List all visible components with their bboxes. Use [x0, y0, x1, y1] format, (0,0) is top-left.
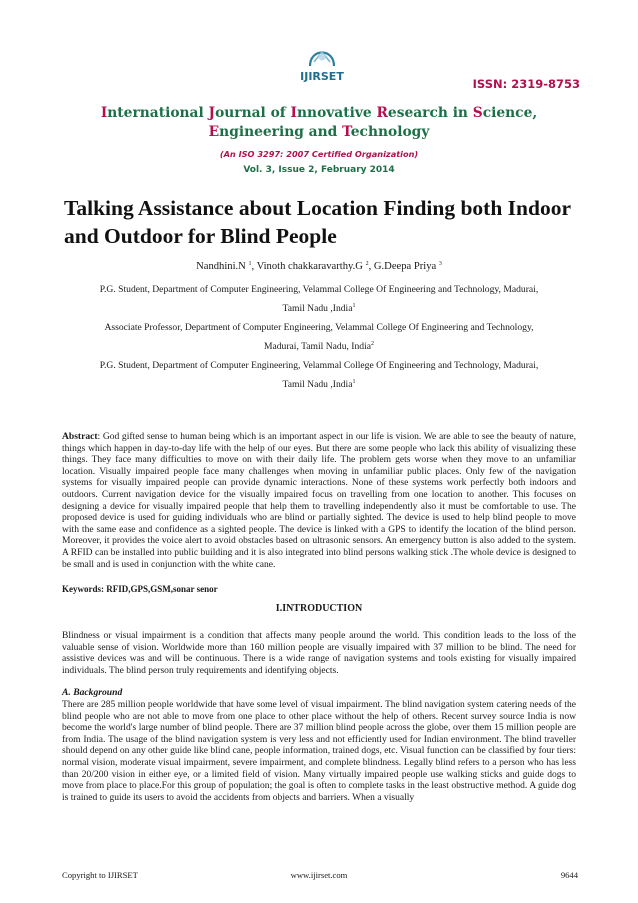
- affiliation-location: Madurai, Tamil Nadu, India$^2$: [263, 341, 375, 352]
- journal-name-word: ournal of: [215, 105, 291, 121]
- author-superscript: 3: [438, 261, 442, 267]
- author-name: G.Deepa Priya: [373, 261, 439, 272]
- paper-title: Talking Assistance about Location Finding both Indoor and Outdoor for Blind People: [64, 196, 571, 248]
- journal-name-capital: R: [376, 105, 388, 121]
- author-superscript: 2: [365, 261, 369, 267]
- journal-name-capital: I: [290, 105, 298, 121]
- journal-name-capital: E: [208, 124, 220, 140]
- author-name: Vinoth chakkaravarthy.G: [256, 261, 366, 272]
- journal-name-capital: S: [472, 105, 483, 121]
- abstract-label: Abstract: [62, 431, 98, 442]
- affiliation-superscript: 1: [352, 379, 356, 385]
- keywords-label: Keywords: [62, 584, 101, 594]
- journal-name-word: ngineering and: [219, 124, 343, 140]
- subsection-heading: A. Background: [62, 687, 123, 698]
- affiliation-location: Tamil Nadu ,India$^1$: [282, 303, 356, 314]
- journal-name-line2: [60, 123, 578, 142]
- journal-name-word: cience,: [482, 105, 538, 121]
- author-name: Nandhini.N: [196, 261, 249, 272]
- affiliation-location: Tamil Nadu ,India$^1$: [282, 379, 356, 390]
- abstract: [62, 431, 576, 570]
- affiliation-line: P.G. Student, Department of Computer Engineering, Velammal College Of Engineering and Technology, Madurai,: [99, 284, 539, 295]
- keywords: [62, 584, 576, 594]
- journal-name-capital: J: [208, 105, 216, 121]
- logo-text: IJIRSET: [300, 70, 344, 83]
- footer-copyright: Copyright to IJIRSET: [62, 870, 138, 880]
- journal-name-line1: [60, 104, 578, 123]
- issn-label: ISSN: 2319-8753: [472, 77, 580, 91]
- journal-name-capital: I: [100, 105, 108, 121]
- background-paragraph: There are 285 million people worldwide that have some level of visual impairment. The blind navigation system catering needs of the blind people who are not able to move from one place to other place without the help of others. Recent survey source India is now become the world's large number of blind people. There are 37 million blind people across the globe, over them 15 million people are from India. The usage of the blind navigation system is very less and not efficiently used for Indian environment. The blind traveller should depend on any other guide like blind cane, people information, trained dogs, etc. Visual function can be classified by four tiers: normal vision, moderate visual impairment, severe impairment, and complete blindness. Legally blind refers to a person who has less than 20/200 vision in either eye, or a limited field of vision. Many virtually impaired people use walking sticks and guide dogs to move from place to place.For this group of population; the goal is often to complete tasks in the least obstructive method. A guide dog is trained to guide its users to avoid the accidents from objects and barriers. When a visually: [62, 699, 576, 803]
- author-superscript: 1: [248, 261, 252, 267]
- journal-name-capital: T: [342, 124, 351, 140]
- affiliation-line: Associate Professor, Department of Computer Engineering, Velammal College Of Engineering and Technology,: [104, 322, 534, 333]
- journal-name-word: echnology: [350, 124, 430, 140]
- journal-logo: [286, 38, 358, 84]
- author-separator: ,: [368, 261, 374, 272]
- keywords-text: : RFID,GPS,GSM,sonar senor: [101, 584, 218, 594]
- journal-name-word: nternational: [107, 105, 209, 121]
- footer-website: www.ijirset.com: [290, 870, 348, 880]
- footer-page-number: 9644: [560, 870, 578, 880]
- journal-name-word: nnovative: [297, 105, 377, 121]
- affiliation-superscript: 1: [352, 303, 356, 309]
- author-list: [0, 261, 638, 272]
- iso-certification: (An ISO 3297: 2007 Certified Organization): [219, 149, 419, 159]
- volume-issue: Vol. 3, Issue 2, February 2014: [243, 165, 395, 175]
- section-heading: I.INTRODUCTION: [275, 603, 363, 614]
- journal-name: [60, 104, 578, 142]
- author-separator: ,: [251, 261, 257, 272]
- abstract-text: : God gifted sense to human being which is an important aspect in our life is vision. We are able to see the beauty of nature, things which happen in day-to-day life with the help of our eyes. But there are some people who lack this ability of visualizing these things. They face many difficulties to move on with their daily life. The problem gets worse when they move to an unfamiliar location. Visually impaired people face many challenges when moving in unfamiliar public places. Only few of the navigation systems for visually impaired people can provide dynamic interactions. None of these systems work perfectly both indoors and outdoors. Current navigation device for the visually impaired focus on travelling from one location to another. This focuses on designing a device for visually impaired people that help them to travelling independently also it must be comfortable to use. The proposed device is used for guiding individuals who are blind or partially sighted. The device is used to help blind people to move with the same ease and confidence as a sighted people. The device is linked with a GPS to identify the location of the blind person. Moreover, it provides the voice alert to avoid obstacles based on ultrasonic sensors. An emergency button is also added to the system. A RFID can be installed into public building and it is also integrated into blind persons walking stick .The whole device is designed to be small and is used in conjunction with the white cane.: [62, 431, 576, 570]
- journal-name-word: esearch in: [387, 105, 473, 121]
- intro-paragraph: Blindness or visual impairment is a condition that affects many people around the world. This condition leads to the loss of the valuable sense of vision. Worldwide more than 160 million people are visually impaired with 37 million to be blind. The need for assistive devices was and will be continuous. There is a wide range of navigation systems and tools existing for visually impaired individuals. The blind person truly requirements and identifying objects.: [62, 630, 576, 676]
- logo-dot: [319, 54, 326, 61]
- affiliation-line: P.G. Student, Department of Computer Engineering, Velammal College Of Engineering and Technology, Madurai,: [99, 360, 539, 371]
- affiliation-superscript: 2: [371, 341, 375, 347]
- affiliation-list: [56, 280, 582, 394]
